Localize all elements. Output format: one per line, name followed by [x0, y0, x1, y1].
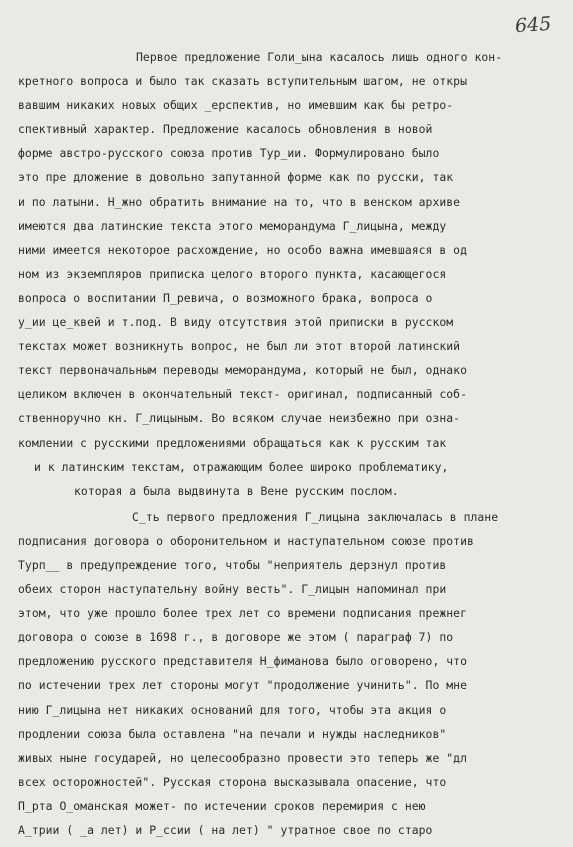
text-line: договора о союзе в 1698 г., в договоре же этом ( параграф 7) по — [18, 630, 454, 645]
text-line: предложению русского представителя Н_фиманова было оговорено, что — [18, 654, 468, 669]
text-line: текст первоначальным переводы меморандума, который не был, однако — [18, 363, 468, 378]
text-line: живых ныне государей, но целесообразно провести это теперь же "дл — [18, 750, 468, 765]
text-line: целиком включен в окончательный текст- оригинал, подписанный соб- — [18, 387, 468, 402]
text-line: вопроса о воспитании П_ревича, о возможного брака, вопроса о — [18, 290, 433, 305]
text-line: комлении с русскими предложениями обращаться как к русским так — [18, 435, 447, 450]
document-body — [18, 45, 558, 842]
text-line: спективный характер. Предложение касалось обновления в новой — [18, 122, 433, 137]
text-line: ними имеется некоторое расхождение, но особо важна имевшаяся в од — [18, 242, 468, 257]
page-number: 645 — [514, 12, 552, 38]
paragraph — [18, 45, 558, 503]
text-line: текстах может возникнуть вопрос, не был ли этот второй латинский — [18, 339, 461, 354]
text-line: нию Г_лицына нет никаких оснований для того, чтобы эта акция о — [18, 702, 447, 717]
paragraph — [18, 505, 558, 842]
text-line: это пре дложение в довольно запутанной форме как по русски, так — [18, 170, 454, 185]
text-line: и к латинским текстам, отражающим более широко проблематику, — [34, 459, 449, 474]
text-line: А_трии ( _а лет) и Р_ссии ( на лет) " утратное свое по старо — [18, 823, 433, 837]
text-line: кретного вопроса и было так сказать вступительным шагом, не откры — [18, 74, 468, 89]
text-line: продлении союза была оставлена "на печали и нужды наследников" — [18, 726, 447, 741]
text-line: имеются два латинские текста этого меморандума Г_лицына, между — [18, 218, 447, 233]
text-line: подписания договора о оборонительном и наступательном союзе против — [18, 533, 474, 548]
text-line: и по латыни. Н_жно обратить внимание на то, что в венском архиве — [18, 194, 461, 209]
text-line: обеих сторон наступательну войну весть". Г_лицын напоминал при — [18, 582, 447, 597]
text-line: С_ть первого предложения Г_лицына заключалась в плане — [132, 509, 499, 524]
text-line: по истечении трех лет стороны могут "продолжение учинить". По мне — [18, 678, 468, 693]
text-line: всех осторожностей". Русская сторона высказывала опасение, что — [18, 774, 447, 789]
text-line: этом, что уже прошло более трех лет со времени подписания прежнег — [18, 606, 468, 621]
text-line: П_рта О_оманская может- по истечении сроков перемирия с нею — [18, 798, 426, 813]
text-line: форме австро-русского союза против Тур_ии. Формулировано было — [18, 146, 440, 161]
text-line: которая а была выдвинута в Вене русским послом. — [74, 483, 399, 498]
text-line: Первое предложение Голи_ына касалось лишь одного кон- — [136, 50, 503, 64]
text-line: ственноручно кн. Г_лицыным. Во всяком случае неизбежно при озна- — [18, 411, 461, 426]
text-line: вавшим никаких новых общих _ерспектив, но имевшим как бы ретро- — [18, 98, 454, 113]
text-line: у_ии це_квей и т.под. В виду отсутствия этой приписки в русском — [18, 315, 454, 330]
text-line: ном из экземпляров приписка целого второго пункта, касающегося — [18, 266, 447, 281]
text-line: Турп__ в предупреждение того, чтобы "неприятель дерзнул против — [18, 557, 447, 572]
